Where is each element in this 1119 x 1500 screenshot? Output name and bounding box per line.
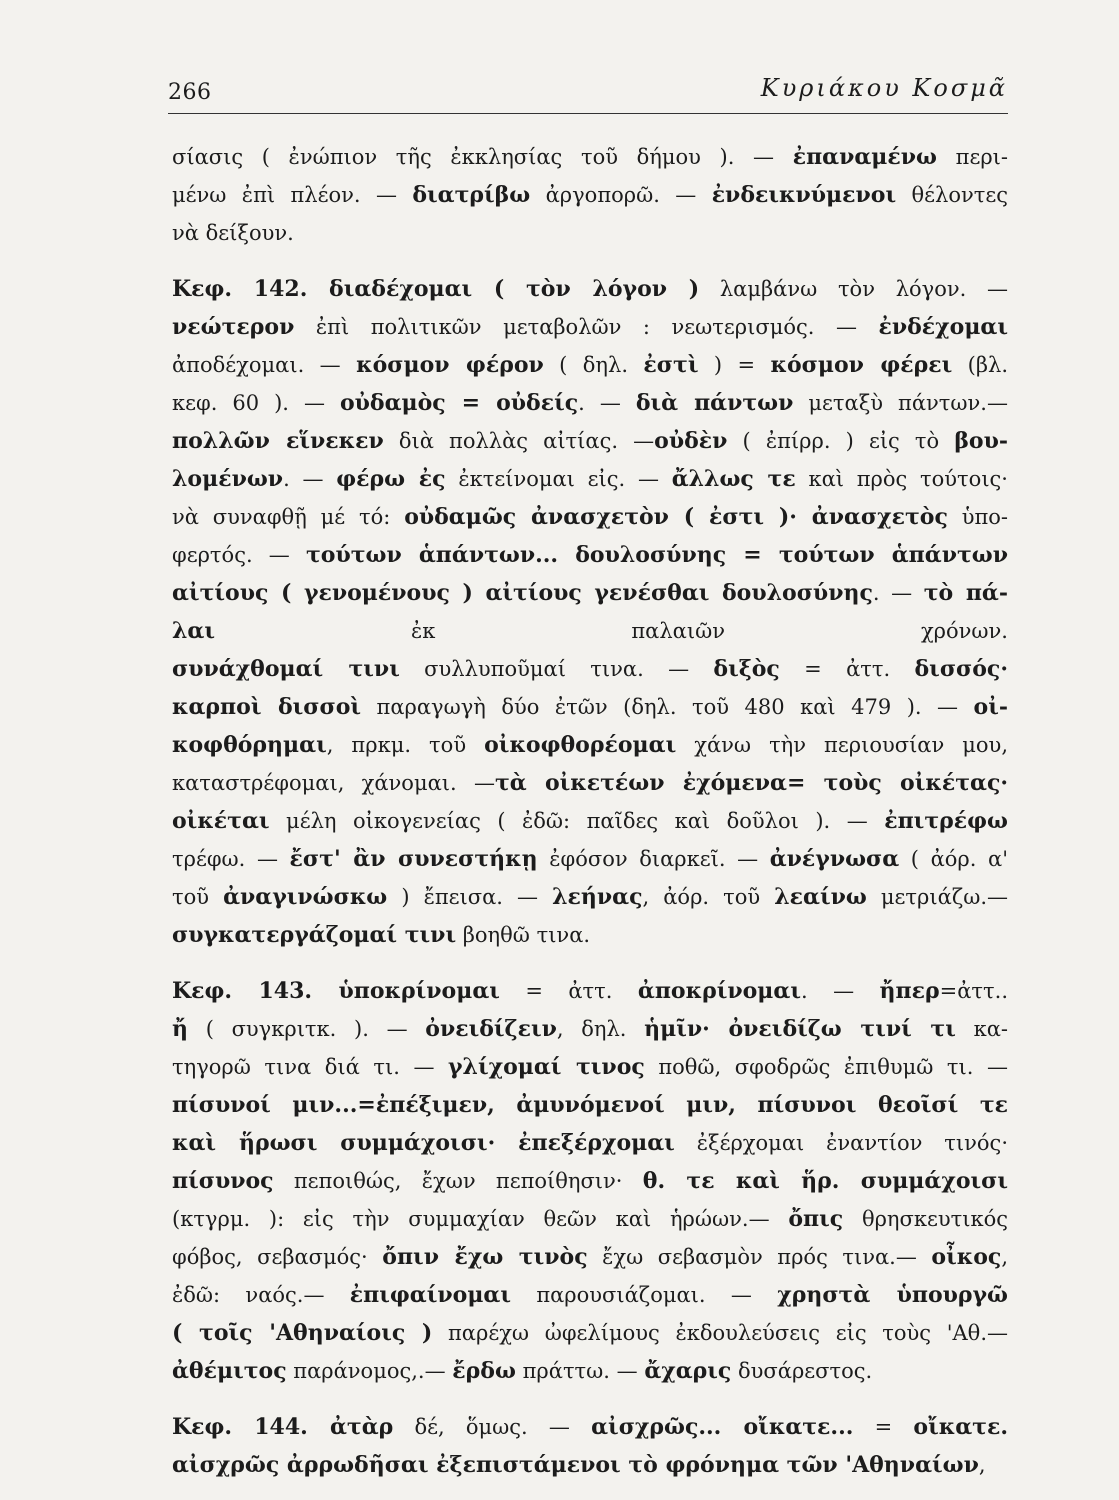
text-line: [172, 1408, 1008, 1446]
lemma: συνάχθομαί τινι: [172, 656, 400, 682]
gloss: περι-: [937, 145, 1008, 169]
lemma: κόσμον φέρον: [356, 352, 544, 378]
running-head: Κυριάκου Κοσμᾶ: [760, 74, 1008, 102]
lemma: οἶκος: [931, 1244, 1002, 1270]
text-line: [172, 726, 1008, 764]
gloss: πράττω. —: [515, 1359, 645, 1383]
gloss: ἀποδέχομαι. —: [172, 353, 357, 377]
gloss: ποθῶ, σφοδρῶς ἐπιθυμῶ τι. —: [644, 1055, 1008, 1079]
text-line: [172, 214, 1008, 252]
gloss: ἐφόσον διαρκεῖ. —: [537, 847, 770, 871]
lemma: αἰσχρῶς... οἴκατε...: [591, 1414, 854, 1440]
lemma: λαι: [172, 618, 216, 644]
gloss: ἐκτείνομαι εἰς. —: [445, 467, 672, 491]
gloss: μένω ἐπὶ πλέον. —: [172, 183, 413, 207]
lemma: διὰ πάντων: [635, 390, 794, 416]
lemma: ἐνδεικνύμενοι: [711, 182, 897, 208]
text-line: [172, 308, 1008, 346]
commentary-section: [172, 1408, 1008, 1484]
lemma: ἐνδέχομαι: [878, 314, 1008, 340]
gloss: μεταξὺ πάντων.—: [793, 391, 1008, 415]
text-line: [172, 1162, 1008, 1200]
gloss: ) ἔπεισα. —: [387, 885, 553, 909]
lemma: πολλῶν εἵνεκεν: [172, 428, 384, 454]
lemma: ἐπιφαίνομαι: [349, 1282, 511, 1308]
lemma: πίσυνος: [172, 1168, 274, 1194]
text-line: [172, 688, 1008, 726]
gloss: καταστρέφομαι, χάνομαι. —: [172, 771, 495, 795]
gloss: κα-: [955, 1017, 1008, 1041]
commentary-section: [172, 972, 1008, 1390]
lemma: τὰ οἰκετέων ἐχόμενα= τοὺς οἰκέτας·: [494, 770, 1008, 796]
lemma: ἔρδω: [452, 1358, 516, 1384]
lemma: ἐστὶ: [643, 352, 699, 378]
gloss: (βλ.: [952, 353, 1008, 377]
gloss: ἐπὶ πολιτικῶν μεταβολῶν : νεωτερισμός. —: [294, 315, 879, 339]
header-rule: [168, 113, 1008, 114]
lemma: ὀνειδίζειν: [425, 1016, 557, 1042]
lemma: ἐπιτρέφω: [884, 808, 1008, 834]
gloss: . —: [578, 391, 636, 415]
gloss: , ἀόρ. τοῦ: [642, 885, 775, 909]
lemma: ἤ: [172, 1016, 188, 1042]
gloss: συλλυποῦμαί τινα. —: [399, 657, 714, 681]
text-line: [172, 1124, 1008, 1162]
text-line: [172, 1086, 1008, 1124]
text-line: [172, 650, 1008, 688]
lemma: κόσμον φέρει: [770, 352, 953, 378]
gloss: παρέχω ὠφελίμους ἐκδουλεύσεις εἰς τοὺς 'Αθ.—: [432, 1321, 1008, 1345]
lemma: διατρίβω: [412, 182, 531, 208]
lemma: συγκατεργάζομαί τινι: [172, 922, 457, 948]
page-header: [168, 70, 1008, 114]
gloss: , πρκμ. τοῦ: [326, 733, 485, 757]
text-line: [172, 840, 1008, 878]
gloss: ἔχω σεβασμὸν πρός τινα.—: [587, 1245, 932, 1269]
gloss: τηγορῶ τινα διά τι. —: [172, 1055, 449, 1079]
text-line: [172, 138, 1008, 176]
text-line: [172, 1010, 1008, 1048]
commentary-body: [172, 138, 1008, 1484]
text-line: [172, 1352, 1008, 1390]
gloss: , δηλ.: [556, 1017, 645, 1041]
lemma: ἐπαναμένω: [792, 144, 937, 170]
gloss: ) =: [698, 353, 771, 377]
gloss: . —: [800, 979, 880, 1003]
gloss: κεφ. 60 ). —: [172, 391, 340, 415]
text-line: [172, 916, 1008, 954]
lemma: οὐδαμῶς ἀνασχετὸν ( ἐστι )· ἀνασχετὸς: [404, 504, 948, 530]
gloss: τρέφω. —: [172, 847, 290, 871]
gloss: δέ, ὅμως. —: [393, 1415, 592, 1439]
gloss: νὰ δείξουν.: [172, 221, 294, 245]
lemma: τούτων ἁπάντων... δουλοσύνης = τούτων ἁπάντων: [305, 542, 1008, 568]
gloss: παραγωγὴ δύο ἐτῶν (δηλ. τοῦ 480 καὶ 479 ). —: [361, 695, 974, 719]
lemma: διξὸς: [713, 656, 780, 682]
gloss: μετριάζω.—: [866, 885, 1008, 909]
text-line: [172, 1446, 1008, 1484]
lemma: λεήνας: [552, 884, 643, 910]
gloss: ὑπο-: [947, 505, 1008, 529]
text-line: [172, 1200, 1008, 1238]
text-line: [172, 878, 1008, 916]
gloss: φερτός. —: [172, 543, 306, 567]
lemma: οἰ-: [973, 694, 1008, 720]
lemma: φέρω ἐς: [336, 466, 446, 492]
lemma: ἀναγινώσκω: [223, 884, 388, 910]
lemma: κοφθόρημαι: [172, 732, 327, 758]
lemma: ἔστ' ἂν συνεστήκῃ: [289, 846, 538, 872]
commentary-section: [172, 270, 1008, 954]
text-line: [172, 1238, 1008, 1276]
gloss: ,: [1001, 1245, 1008, 1269]
lemma: γλίχομαί τινος: [448, 1054, 645, 1080]
gloss: σίασις ( ἐνώπιον τῆς ἐκκλησίας τοῦ δήμου ). —: [172, 145, 793, 169]
lemma: λομένων: [172, 466, 284, 492]
lemma: ἡμῖν· ὀνειδίζω τινί τι: [644, 1016, 956, 1042]
lemma: ἀποκρίνομαι: [637, 978, 801, 1004]
gloss: ,: [978, 1453, 986, 1477]
lemma: καὶ ἥρωσι συμμάχοισι· ἐπεξέρχομαι: [172, 1130, 675, 1156]
gloss: φόβος, σεβασμός·: [172, 1245, 383, 1269]
lemma: οἰκέται: [172, 808, 270, 834]
lemma: οἴκατε.: [913, 1414, 1008, 1440]
gloss: δυσάρεστος.: [731, 1359, 873, 1383]
lemma: ἀνέγνωσα: [769, 846, 900, 872]
lemma: οὐδαμὸς = οὐδείς: [339, 390, 579, 416]
gloss: ἐδῶ: ναός.—: [172, 1283, 350, 1307]
gloss: = ἀττ.: [499, 979, 638, 1003]
gloss: παράνομος,.—: [286, 1359, 453, 1383]
gloss: θέλοντες: [896, 183, 1008, 207]
lemma: Κεφ. 142. διαδέχομαι ( τὸν λόγον ): [172, 276, 700, 302]
lemma: ἀθέμιτος: [172, 1358, 287, 1384]
lemma: ὄπις: [788, 1206, 844, 1232]
text-line: [172, 346, 1008, 384]
text-line: [172, 176, 1008, 214]
text-line: [172, 1314, 1008, 1352]
text-line: [172, 1276, 1008, 1314]
lemma: θ. τε καὶ ἥρ. συμμάχοισι: [642, 1168, 1008, 1194]
lemma: βου-: [954, 428, 1008, 454]
lemma: λεαίνω: [774, 884, 867, 910]
gloss: μέλη οἰκογενείας ( ἐδῶ: παῖδες καὶ δοῦλοι ). —: [269, 809, 885, 833]
gloss: ( δηλ.: [543, 353, 644, 377]
text-line: [172, 498, 1008, 536]
lemma: ἄχαρις: [644, 1358, 732, 1384]
gloss: = ἀττ.: [779, 657, 915, 681]
gloss: ( συγκριτκ. ). —: [188, 1017, 426, 1041]
text-line: [172, 422, 1008, 460]
gloss: ἀργοπορῶ. —: [530, 183, 712, 207]
lemma: Κεφ. 143. ὑποκρίνομαι: [172, 978, 500, 1004]
gloss: παρουσιάζομαι. —: [511, 1283, 778, 1307]
text-line: [172, 612, 1008, 650]
gloss: τοῦ: [172, 885, 224, 909]
commentary-section: [172, 138, 1008, 252]
text-line: [172, 536, 1008, 574]
lemma: οὐδὲν: [654, 428, 728, 454]
gloss: θρησκευτικός: [843, 1207, 1008, 1231]
text-line: [172, 384, 1008, 422]
gloss: διὰ πολλὰς αἰτίας. —: [383, 429, 655, 453]
gloss: ἐκ παλαιῶν χρόνων.: [215, 619, 1008, 643]
lemma: αἰτίους ( γενομένους ) αἰτίους γενέσθαι δουλοσύνης: [172, 580, 873, 606]
lemma: ( τοῖς 'Αθηναίοις ): [172, 1320, 433, 1346]
text-line: [172, 1048, 1008, 1086]
gloss: ( ἀόρ. α': [899, 847, 1008, 871]
lemma: ἄλλως τε: [671, 466, 796, 492]
text-line: [172, 574, 1008, 612]
lemma: τὸ πά-: [923, 580, 1008, 606]
gloss: . —: [283, 467, 337, 491]
lemma: δισσός·: [914, 656, 1008, 682]
gloss: ( ἐπίρρ. ) εἰς τὸ: [727, 429, 955, 453]
gloss: (κτγρμ. ): εἰς τὴν συμμαχίαν θεῶν καὶ ἡρώων.—: [172, 1207, 789, 1231]
lemma: χρηστὰ ὑπουργῶ: [777, 1282, 1008, 1308]
text-line: [172, 270, 1008, 308]
gloss: πεποιθώς, ἔχων πεποίθησιν·: [273, 1169, 643, 1193]
gloss: νὰ συναφθῇ μέ τό:: [172, 505, 405, 529]
lemma: πίσυνοί μιν...=ἐπέξιμεν, ἀμυνόμενοί μιν, πίσυνοι θεοῖσί τε: [172, 1092, 1008, 1118]
gloss: βοηθῶ τινα.: [456, 923, 591, 947]
text-line: [172, 460, 1008, 498]
text-line: [172, 972, 1008, 1010]
lemma: οἰκοφθορέομαι: [484, 732, 677, 758]
gloss: =ἀττ..: [939, 979, 1008, 1003]
lemma: νεώτερον: [172, 314, 295, 340]
text-line: [172, 802, 1008, 840]
lemma: καρποὶ δισσοὶ: [172, 694, 362, 720]
lemma: Κεφ. 144. ἀτὰρ: [172, 1414, 394, 1440]
lemma: αἰσχρῶς ἀρρωδῆσαι ἐξεπιστάμενοι τὸ φρόνημα τῶν 'Αθηναίων: [172, 1452, 979, 1478]
page-number: 266: [168, 80, 212, 105]
gloss: λαμβάνω τὸν λόγον. —: [699, 277, 1008, 301]
gloss: =: [853, 1415, 914, 1439]
lemma: ἤπερ: [879, 978, 940, 1004]
gloss: . —: [872, 581, 924, 605]
text-line: [172, 764, 1008, 802]
gloss: ἐξέρχομαι ἐναντίον τινός·: [674, 1131, 1008, 1155]
lemma: ὄπιν ἔχω τινὸς: [382, 1244, 588, 1270]
gloss: χάνω τὴν περιουσίαν μου,: [676, 733, 1008, 757]
gloss: καὶ πρὸς τούτοις·: [795, 467, 1008, 491]
